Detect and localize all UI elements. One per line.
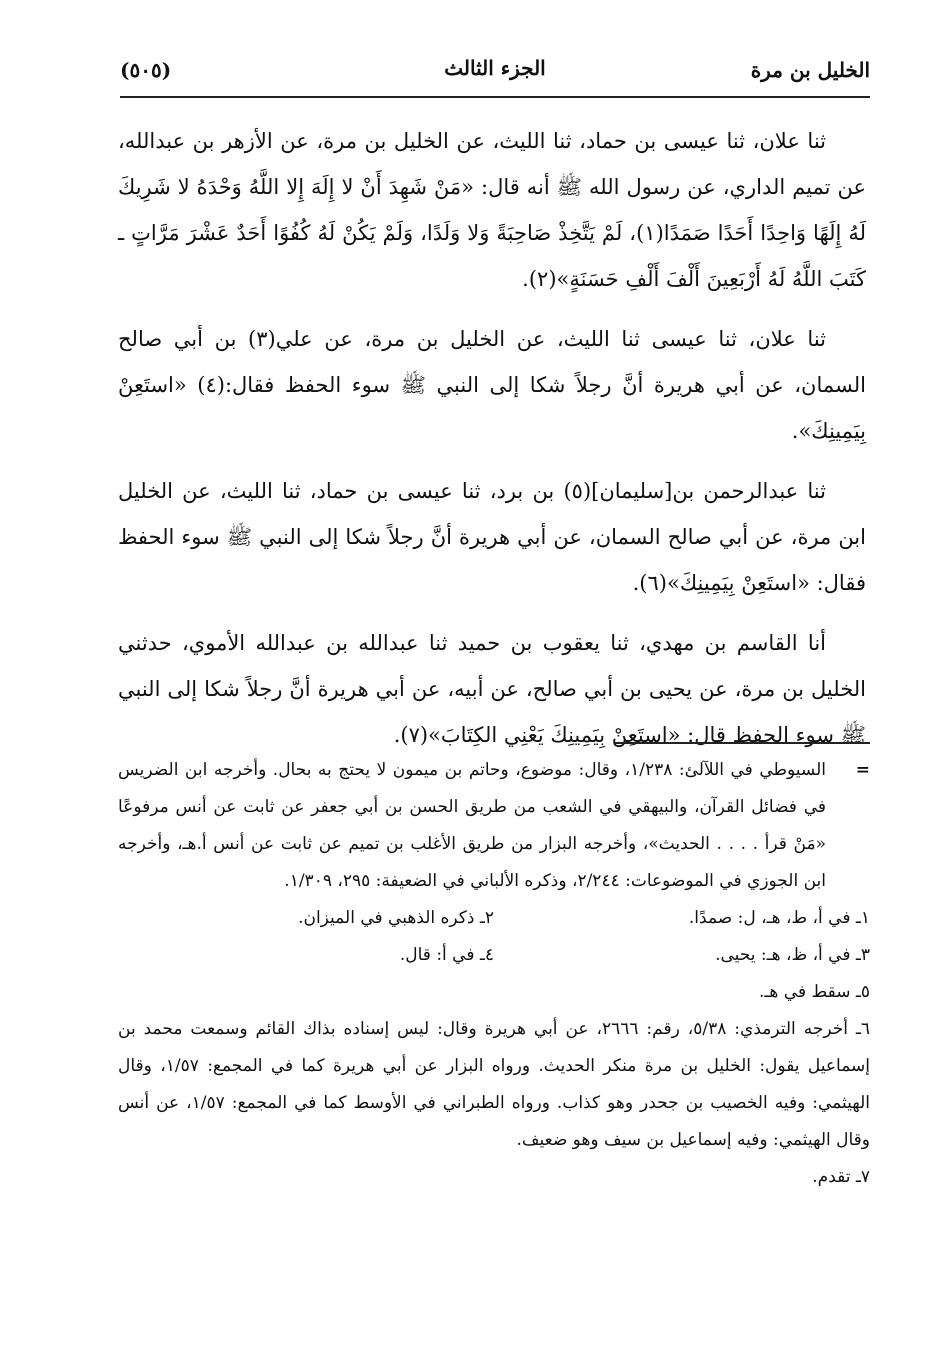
footnote-2: ٢ـ ذكره الذهبي في الميزان. bbox=[298, 908, 494, 928]
footnote-6: ٦ـ أخرجه الترمذي: ٥/٣٨، رقم: ٢٦٦٦، عن أبي هريرة وقال: ليس إسناده بذاك القائم وسمعت محمد بن إسماعيل يقول: الخليل بن مرة منكر الحديث. ورواه البزار عن أبي هريرة كما في المجمع: ١/٥٧، وقال الهيثمي: وفيه الخصيب بن جحدر وهو كذاب. ورواه الطبراني في الأوسط كما في المجمع: ١/٥٧، عن أنس وقال الهيثمي: وفيه إسماعيل بن سيف وهو ضعيف. bbox=[118, 1019, 870, 1150]
hadith-paragraph-3: ثنا عبدالرحمن بن[سليمان](٥) بن برد، ثنا عيسى بن حماد، ثنا الليث، عن الخليل ابن مرة، عن أبي صالح السمان، عن أبي هريرة أنَّ رجلاً شكا إلى النبي ﷺ سوء الحفظ فقال: «استَعِنْ بِيَمِينِكَ»(٦). bbox=[118, 479, 866, 595]
header-page-number: (٥٠٥) bbox=[120, 58, 172, 82]
hadith-paragraph-4: أنا القاسم بن مهدي، ثنا يعقوب بن حميد ثنا عبدالله بن عبدالله الأموي، حدثني الخليل بن مرة، عن يحيى بن أبي صالح، عن أبيه، عن أبي هريرة أنَّ رجلاً شكا إلى النبي ﷺ سوء الحفظ قال: «استَعِنْ بِيَمِينِكَ يَعْنِي الكِتَابَ»(٧). bbox=[118, 631, 866, 747]
continuation-marker: = bbox=[855, 760, 870, 780]
footnote-row bbox=[118, 937, 870, 974]
hadith-paragraph-1: ثنا علان، ثنا عيسى بن حماد، ثنا الليث، عن الخليل بن مرة، عن الأزهر بن عبدالله، عن تميم الداري، عن رسول الله ﷺ أنه قال: «مَنْ شَهِدَ أَنْ لا إِلَهَ إِلا اللَّهُ وَحْدَهُ لا شَرِيكَ لَهُ إِلَهًا وَاحِدًا أَحَدًا صَمَدًا(١)، لَمْ يَتَّخِذْ صَاحِبَةً وَلا وَلَدًا، وَلَمْ يَكُنْ لَهُ كُفُوًا أَحَدٌ عَشْرَ مَرَّاتٍ ـ كَتَبَ اللَّهُ لَهُ أَرْبَعِينَ أَلْفَ أَلْفِ حَسَنَةٍ»(٢). bbox=[118, 129, 867, 291]
footnote-divider bbox=[615, 742, 870, 744]
footnote-3: ٣ـ في أ، ظ، هـ: يحيى. bbox=[715, 945, 870, 965]
footnotes bbox=[118, 752, 870, 1196]
hadith-paragraph-2: ثنا علان، ثنا عيسى ثنا الليث، عن الخليل بن مرة، عن علي(٣) بن أبي صالح السمان، عن أبي هريرة أنَّ رجلاً شكا إلى النبي ﷺ سوء الحفظ فقال:(٤) «استَعِنْ بِيَمِينِكَ». bbox=[118, 327, 866, 443]
footnote-continuation-text: السيوطي في اللآلئ: ١/٢٣٨، وقال: موضوع، وحاتم بن ميمون لا يحتج به بحال. وأخرجه ابن الضريس في فضائل القرآن، والبيهقي في الشعب من طريق الحسن بن أبي جعفر عن ثابت عن أنس مرفوعًا «مَنْ قرأ . . . . الحديث»، وأخرجه البزار من طريق الأغلب بن تميم عن ثابت عن أنس أ.هـ، وأخرجه ابن الجوزي في الموضوعات: ٢/٢٤٤، وذكره الألباني في الضعيفة: ٢٩٥، ١/٣٠٩. bbox=[118, 760, 826, 891]
header-chapter-title: الخليل بن مرة bbox=[750, 58, 870, 82]
header-volume-title: الجزء الثالث bbox=[444, 56, 546, 80]
footnote-4: ٤ـ في أ: قال. bbox=[399, 945, 494, 965]
header-divider bbox=[120, 96, 870, 98]
page-header bbox=[120, 52, 870, 92]
footnote-continuation bbox=[118, 752, 870, 900]
footnote-row bbox=[118, 900, 870, 937]
footnote-7: ٧ـ تقدم. bbox=[812, 1167, 870, 1187]
footnote-5: ٥ـ سقط في هـ. bbox=[759, 982, 870, 1002]
main-text bbox=[118, 118, 866, 772]
footnote-1: ١ـ في أ، ط، هـ، ل: صمدًا. bbox=[688, 908, 870, 928]
